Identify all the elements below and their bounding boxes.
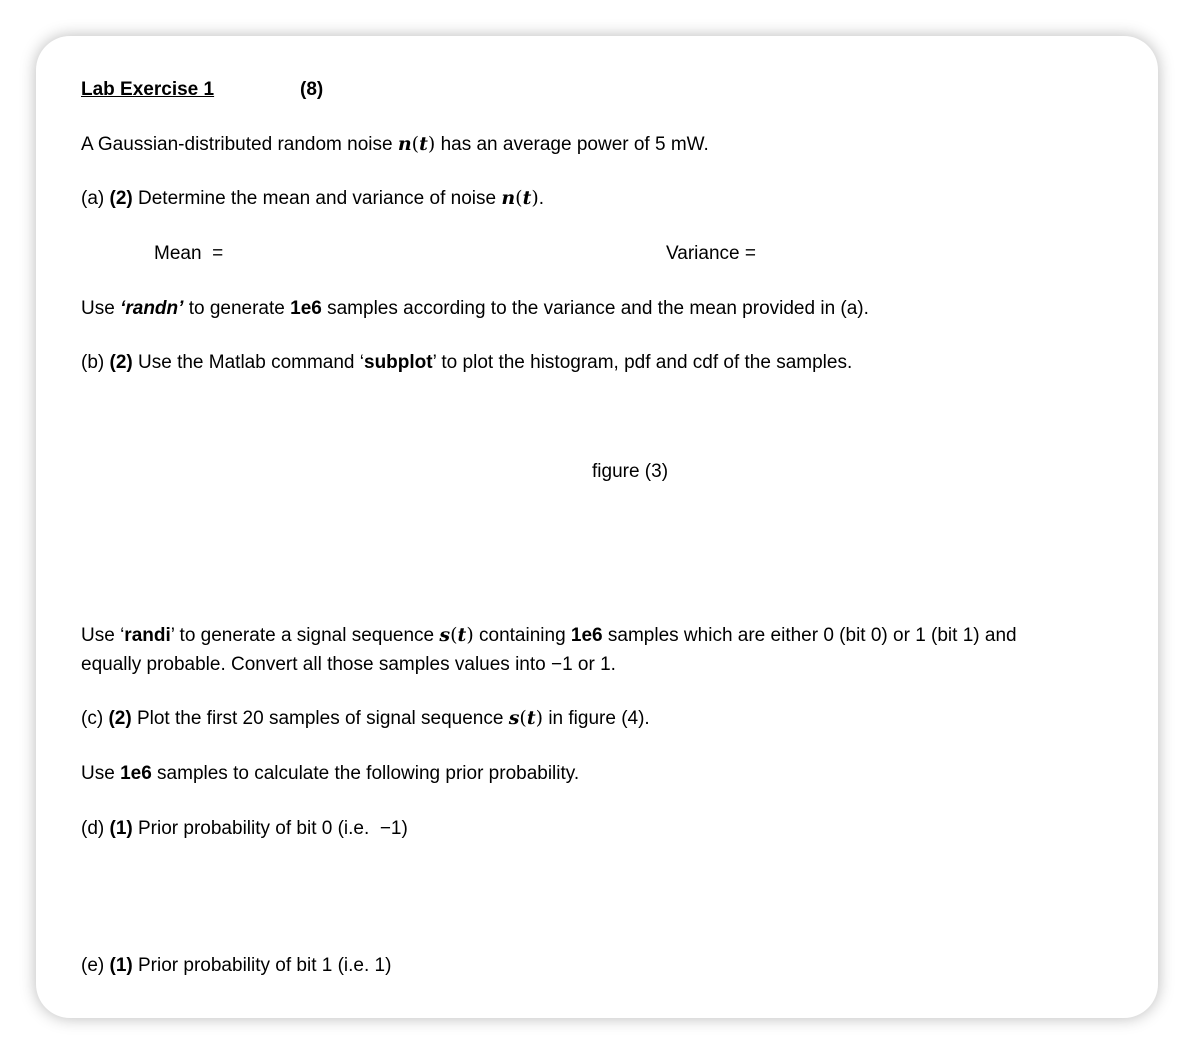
- prior-instruction: Use 1e6 samples to calculate the following prior probability.: [81, 763, 580, 784]
- mean-label: Mean =: [154, 243, 224, 264]
- question-d: (d) (1) Prior probability of bit 0 (i.e. −1): [81, 818, 408, 839]
- question-a: (a) (2) Determine the mean and variance of noise n(t).: [81, 187, 545, 209]
- document-card: [36, 36, 1158, 1018]
- exercise-title: Lab Exercise 1: [81, 79, 215, 100]
- intro-text: A Gaussian-distributed random noise n(t) has an average power of 5 mW.: [81, 133, 709, 155]
- figure-3-placeholder: figure (3): [592, 461, 669, 482]
- randi-instruction-line2: equally probable. Convert all those samples values into −1 or 1.: [81, 654, 616, 675]
- randi-instruction-line1: Use ‘randi’ to generate a signal sequence s(t) containing 1e6 samples which are either 0 (bit 0) or 1 (bit 1) and: [81, 624, 1017, 646]
- randn-instruction: Use ‘randn’ to generate 1e6 samples according to the variance and the mean provided in (a).: [81, 298, 869, 319]
- question-b: (b) (2) Use the Matlab command ‘subplot’ to plot the histogram, pdf and cdf of the samples.: [81, 352, 853, 373]
- variance-label: Variance =: [666, 243, 756, 264]
- question-e: (e) (1) Prior probability of bit 1 (i.e. 1): [81, 955, 392, 976]
- exercise-marks: (8): [300, 79, 324, 100]
- question-c: (c) (2) Plot the first 20 samples of signal sequence s(t) in figure (4).: [81, 707, 650, 729]
